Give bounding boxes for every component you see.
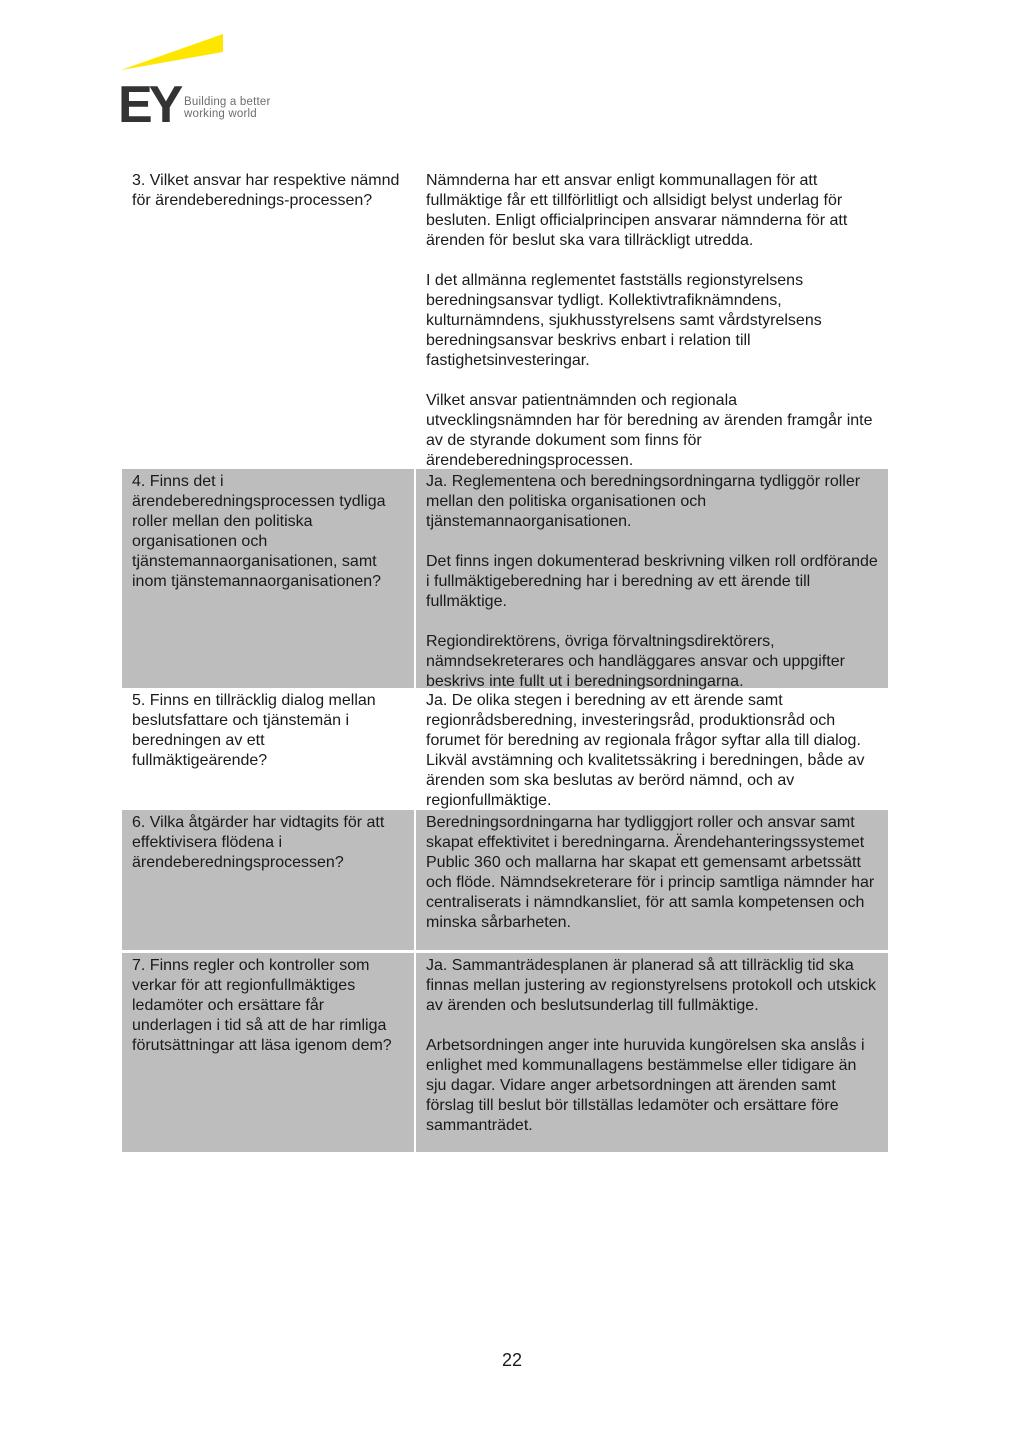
- ey-tagline: [184, 96, 271, 120]
- answer-paragraph: Regiondirektörens, övriga förvaltningsdirektörers, nämndsekreterares och handläggares ansvar och uppgifter beskrivs inte fullt ut i beredningsordningarna.: [426, 633, 845, 690]
- table-row: [122, 810, 888, 950]
- table-row: [122, 953, 888, 1152]
- answer-cell: [416, 810, 888, 950]
- question-text: 4. Finns det i ärendeberedningsprocessen tydliga roller mellan den politiska organisationen och tjänstemannaorganisationen, samt inom tjänstemannaorganisationen?: [132, 473, 386, 590]
- answer-paragraph: Beredningsordningarna har tydliggjort roller och ansvar samt skapat effektivitet i beredningarna. Ärendehanteringssystemet Public 360 och mallarna har skapat ett gemensamt arbetssätt och flöde. Nämndsekreterare för i princip samtliga nämnder har centraliserats i nämndkansliet, för att samla kompetensen och minska sårbarheten.: [426, 814, 875, 931]
- answer-paragraph: Ja. Sammanträdesplanen är planerad så att tillräcklig tid ska finnas mellan justering av regionstyrelsens protokoll och utskick av ärenden och beslutsunderlag till fullmäktige.: [426, 957, 876, 1014]
- answer-paragraph: Arbetsordningen anger inte huruvida kungörelsen ska anslås i enlighet med kommunallagens bestämmelse eller tidigare än sju dagar. Vidare anger arbetsordningen att ärenden samt förslag till beslut bör tillställas ledamöter och ersättare före sammanträdet.: [426, 1037, 865, 1134]
- question-text: 7. Finns regler och kontroller som verkar för att regionfullmäktiges ledamöter och ersättare får underlagen i tid så att de har rimliga förutsättningar att läsa igenom dem?: [132, 957, 392, 1054]
- ey-logo-letters: EY: [118, 76, 180, 130]
- page-number: 22: [501, 1350, 523, 1370]
- tagline-line-2: working world: [184, 108, 257, 120]
- question-text: 5. Finns en tillräcklig dialog mellan beslutsfattare och tjänstemän i beredningen av ett fullmäktigeärende?: [132, 692, 376, 769]
- ey-yellow-beam: [121, 34, 223, 70]
- question-text: 3. Vilket ansvar har respektive nämnd för ärendeberednings-processen?: [132, 172, 400, 209]
- question-cell: [122, 688, 414, 810]
- answer-paragraph: Det finns ingen dokumenterad beskrivning vilken roll ordförande i fullmäktigeberedning har i beredning av ett ärende till fullmäktige.: [426, 553, 878, 610]
- question-cell: [122, 168, 414, 469]
- answer-cell: [416, 469, 888, 688]
- answer-paragraph: Nämnderna har ett ansvar enligt kommunallagen för att fullmäktige får ett tillförlitligt och allsidigt belyst underlag för besluten. Enligt officialprincipen ansvarar nämnderna för att ärenden för beslut ska vara tillräckligt utredda.: [426, 172, 848, 249]
- table-row: [122, 168, 888, 469]
- tagline-line-1: Building a better: [184, 96, 271, 108]
- question-cell: [122, 953, 414, 1152]
- question-text: 6. Vilka åtgärder har vidtagits för att effektivisera flödena i ärendeberedningsprocessen?: [132, 814, 385, 871]
- question-cell: [122, 810, 414, 950]
- answer-paragraph: I det allmänna reglementet fastställs regionstyrelsens beredningsansvar tydligt. Kollektivtrafiknämndens, kulturnämndens, sjukhusstyrelsens samt vårdstyrelsens beredningsansvar beskrivs enbart i relation till fastighetsinvesteringar.: [426, 272, 822, 369]
- answer-paragraph: Vilket ansvar patientnämnden och regionala utvecklingsnämnden har för beredning av ärenden framgår inte av de styrande dokument som finns för ärendeberedningsprocessen.: [426, 392, 873, 469]
- table-row: [122, 688, 888, 810]
- answer-cell: [416, 168, 888, 469]
- answer-cell: [416, 688, 888, 810]
- answer-paragraph: Ja. Reglementena och beredningsordningarna tydliggör roller mellan den politiska organisationen och tjänstemannaorganisationen.: [426, 473, 861, 530]
- answer-paragraph: Ja. De olika stegen i beredning av ett ärende samt regionrådsberedning, investeringsråd, produktionsråd och forumet för beredning av regionala frågor syftar alla till dialog. Likväl avstämning och kvalitetssäkring i beredningen, både av ärenden som ska beslutas av berörd nämnd, och av regionfullmäktige.: [426, 692, 865, 809]
- table-row: [122, 469, 888, 688]
- question-cell: [122, 469, 414, 688]
- answer-cell: [416, 953, 888, 1152]
- qa-table: [122, 168, 888, 1152]
